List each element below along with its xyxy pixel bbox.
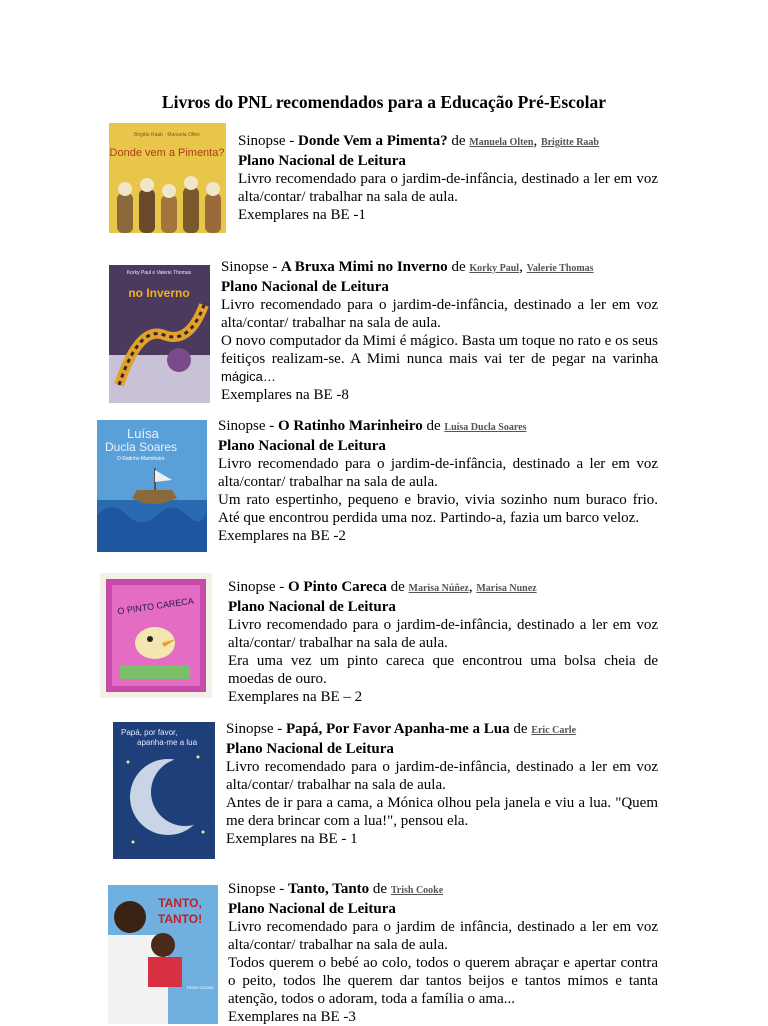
plan-label: Plano Nacional de Leitura <box>228 901 396 917</box>
author-link[interactable]: Luísa Ducla Soares <box>444 422 527 433</box>
cover-title-text: no Inverno <box>128 286 190 300</box>
plan-label: Plano Nacional de Leitura <box>221 279 389 295</box>
cover-illustration <box>108 885 218 1024</box>
synopsis-prefix: Sinopse - <box>226 721 286 737</box>
cover-title-text: TANTO, <box>158 896 202 910</box>
copies-count: Exemplares na BE -8 <box>221 387 349 403</box>
copies-count: Exemplares na BE -1 <box>238 207 366 223</box>
recommendation-text: Livro recomendado para o jardim-de-infância, destinado a ler em voz alta/contar/ trabalhar na sala de aula. <box>228 617 658 651</box>
synopsis-prefix: Sinopse - <box>228 579 288 595</box>
book-cover-image <box>100 573 212 698</box>
recommendation-text: Livro recomendado para o jardim-de-infância, destinado a ler em voz alta/contar/ trabalhar na sala de aula. <box>238 171 658 205</box>
author-link[interactable]: Trish Cooke <box>390 885 444 896</box>
cover-title-text: Papá, por favor, <box>121 728 178 737</box>
book-description: Sinopse - Donde Vem a Pimenta? de Manuela Olten, Brigitte Raab Plano Nacional de Leitura Livro recomendado para o jardim-de-infância, destinado a ler em voz alta/contar/ trabalhar na sala de aula. Exemplares na BE -1 <box>238 133 658 223</box>
cover-title-text: TANTO! <box>157 912 203 926</box>
author-link[interactable]: Marisa Núñez <box>408 583 469 594</box>
book-title: O Ratinho Marinheiro <box>278 418 423 434</box>
book-cover-image <box>113 722 215 859</box>
plan-label: Plano Nacional de Leitura <box>228 599 396 615</box>
book-title: Papá, Por Favor Apanha-me a Lua <box>286 721 510 737</box>
synopsis-prefix: Sinopse - <box>228 881 288 897</box>
copies-count: Exemplares na BE -3 <box>228 1009 356 1025</box>
author-link[interactable]: Eric Carle <box>531 725 577 736</box>
author-link[interactable]: Brigitte Raab <box>540 137 599 148</box>
cover-illustration <box>113 722 215 859</box>
book-description: Sinopse - O Pinto Careca de Marisa Núñez, Marisa Nunez Plano Nacional de Leitura Livro recomendado para o jardim-de-infância, destinado a ler em voz alta/contar/ trabalhar na sala de aula. Era uma vez um pinto careca que encontrou uma bolsa cheia de moedas de ouro. Exemplares na BE – 2 <box>228 579 658 705</box>
by-label: de <box>509 721 532 737</box>
copies-count: Exemplares na BE - 1 <box>226 831 358 847</box>
cover-illustration <box>100 573 212 698</box>
synopsis-prefix: Sinopse - <box>218 418 278 434</box>
synopsis-text: Todos querem o bebé ao colo, todos o querem abraçar e apertar contra o peito, todos lhe querem dar tantos beijos e tantos mimos e tanta atenção, todos o adoram, toda a família o ama... <box>228 955 658 1007</box>
cover-illustration <box>97 420 207 552</box>
synopsis-prefix: Sinopse - <box>238 133 298 149</box>
author-link[interactable]: Manuela Olten <box>469 137 534 148</box>
cover-title-text: O Ratinho Marinheiro <box>117 456 165 462</box>
book-description: Sinopse - A Bruxa Mimi no Inverno de Korky Paul, Valerie Thomas Plano Nacional de Leitura Livro recomendado para o jardim-de-infância, destinado a ler em voz alta/contar/ trabalhar na sala de aula. O novo computador da Mimi é mágico. Basta um toque no rato e os seus feitiços realizam-se. A Mimi nunca mais vai ter de pegar na varinha mágica… Exemplares na BE -8 <box>221 259 659 403</box>
book-cover-image <box>108 885 218 1024</box>
cover-author-text: TRISH COOKE <box>186 985 214 990</box>
cover-author-text: Brigitte Raab · Manuela Olten <box>134 132 200 138</box>
book-cover-image <box>109 123 226 233</box>
book-description <box>228 880 658 1026</box>
recommendation-text: Livro recomendado para o jardim-de-infância, destinado a ler em voz alta/contar/ trabalhar na sala de aula. <box>226 759 658 793</box>
synopsis-text: Antes de ir para a cama, a Mónica olhou pela janela e viu a lua. "Quem me dera brincar com a lua!", pensou ela. <box>226 795 658 829</box>
by-label: de <box>386 579 409 595</box>
synopsis-body: O novo computador da Mimi é mágico. Basta um toque no rato e os seus feitiços realizam-se. A Mimi nunca mais vai ter de pegar na <box>221 333 658 367</box>
cover-title-text: apanha-me a lua <box>137 738 198 747</box>
book-title: Tanto, Tanto <box>288 881 370 897</box>
synopsis-prefix: Sinopse - <box>221 259 281 275</box>
book-description <box>226 720 658 848</box>
author-link[interactable]: Korky Paul <box>469 263 520 274</box>
cover-author-text: Ducla Soares <box>105 440 178 454</box>
cover-title-text: O PINTO CARECA <box>116 595 195 617</box>
synopsis-text <box>221 332 658 386</box>
synopsis-tail-sans: a mágica… <box>221 351 659 384</box>
by-label: de <box>447 259 470 275</box>
author-link[interactable]: Valerie Thomas <box>526 263 594 274</box>
book-title: O Pinto Careca <box>288 579 387 595</box>
cover-author-text: Korky Paul e Valerie Thomas <box>126 270 192 276</box>
plan-label: Plano Nacional de Leitura <box>218 438 386 454</box>
recommendation-text: Livro recomendado para o jardim-de-infância, destinado a ler em voz alta/contar/ trabalhar na sala de aula. <box>221 297 658 331</box>
recommendation-text: Livro recomendado para o jardim-de-infância, destinado a ler em voz alta/contar/ trabalhar na sala de aula. <box>218 456 658 490</box>
synopsis-text: Era uma vez um pinto careca que encontrou uma bolsa cheia de moedas de ouro. <box>228 653 658 687</box>
book-description <box>218 417 658 545</box>
plan-label: Plano Nacional de Leitura <box>226 741 394 757</box>
by-label: de <box>447 133 470 149</box>
copies-count: Exemplares na BE – 2 <box>228 689 363 705</box>
plan-label: Plano Nacional de Leitura <box>238 153 406 169</box>
by-label: de <box>422 418 445 434</box>
synopsis-text: Um rato espertinho, pequeno e bravio, vivia sozinho num buraco frio. Até que encontrou perdida uma noz. Partindo-a, fazia um barco veloz. <box>218 492 658 526</box>
author-link[interactable]: Marisa Nunez <box>476 583 537 594</box>
synopsis-tail: varinh <box>612 351 651 367</box>
cover-author-text: Luísa <box>127 426 159 441</box>
by-label: de <box>369 881 391 897</box>
book-cover-image <box>109 265 210 403</box>
cover-title-text: Donde vem a Pimenta? <box>109 147 225 159</box>
page-title: Livros do PNL recomendados para a Educação Pré-Escolar <box>161 92 607 112</box>
copies-count: Exemplares na BE -2 <box>218 528 346 544</box>
book-title: Donde Vem a Pimenta? <box>298 133 448 149</box>
cover-illustration <box>109 265 210 403</box>
cover-illustration <box>109 123 226 233</box>
book-title: A Bruxa Mimi no Inverno <box>281 259 448 275</box>
recommendation-text: Livro recomendado para o jardim de infância, destinado a ler em voz alta/contar/ trabalhar na sala de aula. <box>228 919 658 953</box>
book-cover-image <box>97 420 207 552</box>
